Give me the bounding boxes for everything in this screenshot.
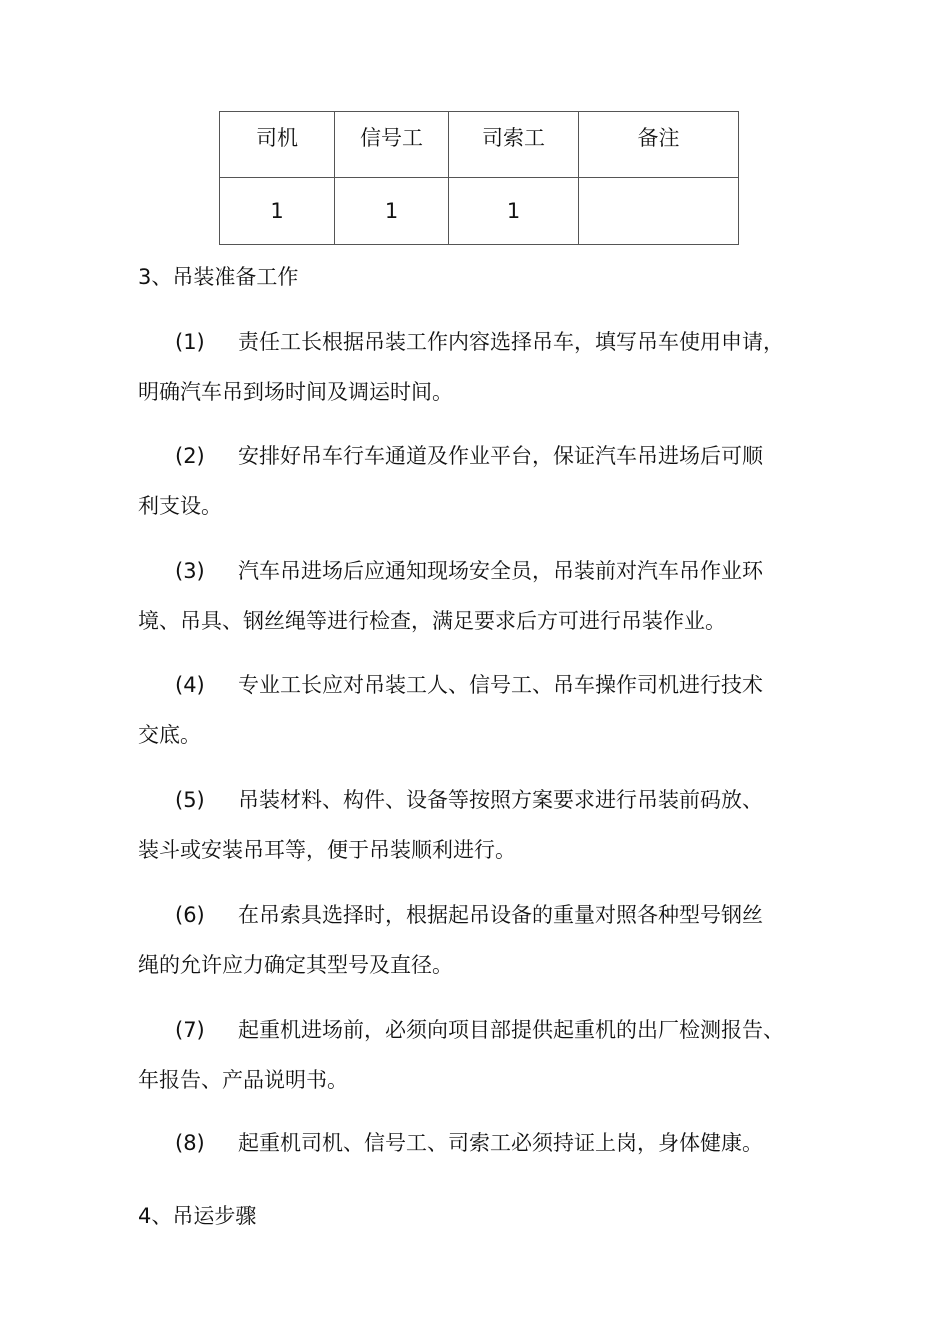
list-item-3 [138, 556, 838, 636]
item-number: (7) [175, 1018, 205, 1042]
item-number: (1) [175, 330, 205, 354]
item-text-line1: 汽车吊进场后应通知现场安全员，吊装前对汽车吊作业环 [238, 559, 763, 583]
item-text-line1: 责任工长根据吊装工作内容选择吊车，填写吊车使用申请， [238, 330, 784, 354]
section-3-heading: 3、吊装准备工作 [138, 265, 299, 289]
item-text-line1: 在吊索具选择时，根据起吊设备的重量对照各种型号钢丝 [238, 903, 763, 927]
cell-rigger-count: 1 [449, 178, 579, 245]
header-cell-signalman: 信号工 [335, 112, 449, 178]
item-text-line2: 境、吊具、钢丝绳等进行检查，满足要求后方可进行吊装作业。 [138, 609, 726, 633]
list-item-7 [138, 1015, 838, 1095]
list-item-1 [138, 327, 838, 407]
item-text-line2: 明确汽车吊到场时间及调运时间。 [138, 380, 453, 404]
list-item-6 [138, 900, 838, 980]
item-number: (4) [175, 673, 205, 697]
cell-driver-count: 1 [220, 178, 335, 245]
header-cell-remarks: 备注 [579, 112, 739, 178]
item-text-line2: 装斗或安装吊耳等，便于吊装顺利进行。 [138, 838, 516, 862]
section-4-heading: 4、吊运步骤 [138, 1204, 257, 1228]
item-text-line1: 起重机进场前，必须向项目部提供起重机的出厂检测报告、 [238, 1018, 784, 1042]
item-number: (8) [175, 1131, 205, 1155]
list-item-8 [138, 1128, 838, 1158]
item-number: (2) [175, 444, 205, 468]
header-cell-driver: 司机 [220, 112, 335, 178]
item-text-line1: 专业工长应对吊装工人、信号工、吊车操作司机进行技术 [238, 673, 763, 697]
item-text-line1: 吊装材料、构件、设备等按照方案要求进行吊装前码放、 [238, 788, 763, 812]
item-text-line1: 起重机司机、信号工、司索工必须持证上岗，身体健康。 [238, 1131, 763, 1155]
list-item-2 [138, 441, 838, 521]
header-cell-rigger: 司索工 [449, 112, 579, 178]
list-item-5 [138, 785, 838, 865]
item-number: (5) [175, 788, 205, 812]
staffing-table [219, 111, 739, 245]
item-text-line2: 绳的允许应力确定其型号及直径。 [138, 953, 453, 977]
list-item-4 [138, 670, 838, 750]
item-text-line2: 年报告、产品说明书。 [138, 1068, 348, 1092]
table-header-row [220, 112, 739, 178]
item-text-line2: 交底。 [138, 723, 201, 747]
item-number: (6) [175, 903, 205, 927]
cell-remarks [579, 178, 739, 245]
cell-signalman-count: 1 [335, 178, 449, 245]
table-row [220, 178, 739, 245]
item-text-line1: 安排好吊车行车通道及作业平台，保证汽车吊进场后可顺 [238, 444, 763, 468]
item-number: (3) [175, 559, 205, 583]
item-text-line2: 利支设。 [138, 494, 222, 518]
